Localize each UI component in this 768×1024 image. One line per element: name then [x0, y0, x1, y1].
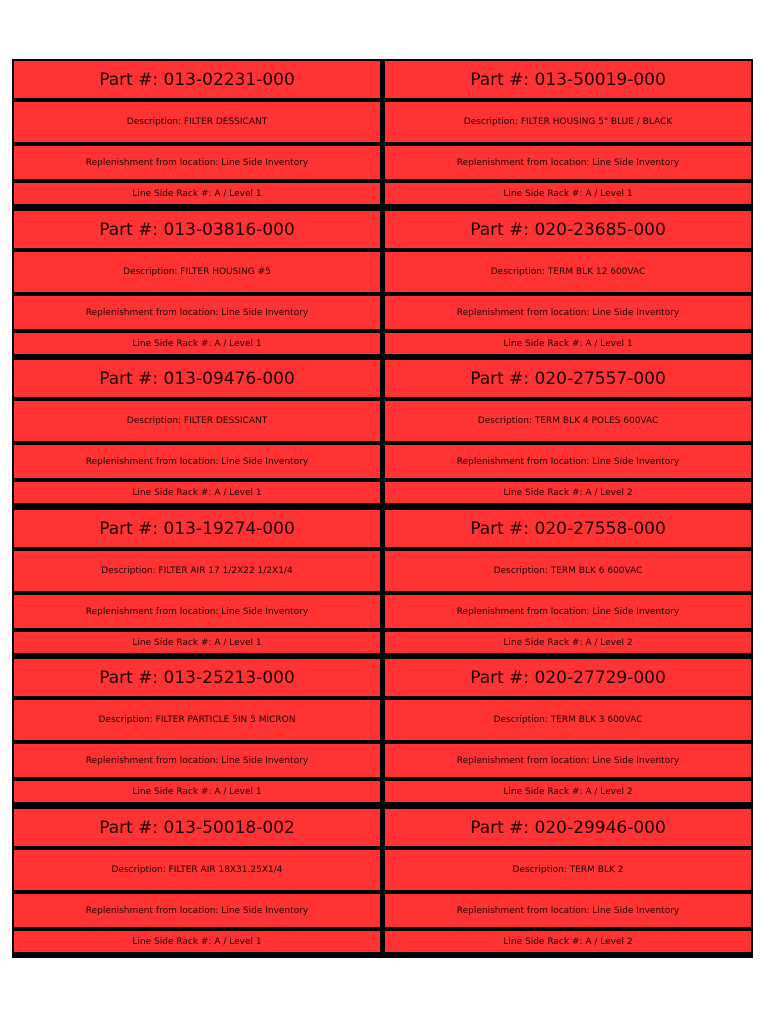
label-sheet	[12, 59, 753, 958]
rack-location: Line Side Rack #: A / Level 2	[385, 632, 751, 653]
label-card	[385, 360, 751, 503]
label-card	[385, 659, 751, 802]
replenishment-location: Replenishment from location: Line Side Inventory	[385, 595, 751, 628]
part-number: Part #: 020-27557-000	[385, 360, 751, 397]
rack-location: Line Side Rack #: A / Level 1	[385, 333, 751, 354]
rack-location: Line Side Rack #: A / Level 2	[385, 482, 751, 503]
part-number: Part #: 020-29946-000	[385, 809, 751, 846]
replenishment-location: Replenishment from location: Line Side Inventory	[14, 595, 380, 628]
part-description: Description: FILTER AIR 18X31.25X1/4	[14, 850, 380, 890]
label-card	[14, 61, 380, 204]
part-description: Description: FILTER HOUSING #5	[14, 252, 380, 292]
label-card	[385, 61, 751, 204]
rack-location: Line Side Rack #: A / Level 1	[14, 931, 380, 952]
part-description: Description: FILTER AIR 17 1/2X22 1/2X1/4	[14, 551, 380, 591]
part-description: Description: TERM BLK 4 POLES 600VAC	[385, 401, 751, 441]
rack-location: Line Side Rack #: A / Level 1	[14, 333, 380, 354]
part-description: Description: FILTER DESSICANT	[14, 401, 380, 441]
label-card	[14, 211, 380, 354]
part-number: Part #: 013-19274-000	[14, 510, 380, 547]
rack-location: Line Side Rack #: A / Level 1	[14, 632, 380, 653]
part-description: Description: TERM BLK 2	[385, 850, 751, 890]
label-card	[14, 360, 380, 503]
part-number: Part #: 020-27558-000	[385, 510, 751, 547]
replenishment-location: Replenishment from location: Line Side Inventory	[385, 894, 751, 927]
part-description: Description: TERM BLK 6 600VAC	[385, 551, 751, 591]
label-card	[14, 510, 380, 653]
replenishment-location: Replenishment from location: Line Side Inventory	[385, 296, 751, 329]
part-description: Description: TERM BLK 3 600VAC	[385, 700, 751, 740]
part-number: Part #: 013-09476-000	[14, 360, 380, 397]
part-number: Part #: 013-50018-002	[14, 809, 380, 846]
rack-location: Line Side Rack #: A / Level 1	[14, 781, 380, 802]
label-card	[385, 809, 751, 952]
part-description: Description: TERM BLK 12 600VAC	[385, 252, 751, 292]
part-number: Part #: 013-50019-000	[385, 61, 751, 98]
label-card	[14, 809, 380, 952]
rack-location: Line Side Rack #: A / Level 1	[14, 183, 380, 204]
part-description: Description: FILTER DESSICANT	[14, 102, 380, 142]
label-card	[385, 211, 751, 354]
replenishment-location: Replenishment from location: Line Side Inventory	[14, 146, 380, 179]
replenishment-location: Replenishment from location: Line Side Inventory	[14, 894, 380, 927]
part-number: Part #: 013-03816-000	[14, 211, 380, 248]
rack-location: Line Side Rack #: A / Level 1	[385, 183, 751, 204]
part-description: Description: FILTER HOUSING 5" BLUE / BLACK	[385, 102, 751, 142]
replenishment-location: Replenishment from location: Line Side Inventory	[14, 744, 380, 777]
replenishment-location: Replenishment from location: Line Side Inventory	[385, 445, 751, 478]
replenishment-location: Replenishment from location: Line Side Inventory	[14, 445, 380, 478]
part-number: Part #: 020-27729-000	[385, 659, 751, 696]
part-number: Part #: 013-25213-000	[14, 659, 380, 696]
replenishment-location: Replenishment from location: Line Side Inventory	[14, 296, 380, 329]
replenishment-location: Replenishment from location: Line Side Inventory	[385, 146, 751, 179]
rack-location: Line Side Rack #: A / Level 2	[385, 931, 751, 952]
replenishment-location: Replenishment from location: Line Side Inventory	[385, 744, 751, 777]
label-card	[14, 659, 380, 802]
part-number: Part #: 020-23685-000	[385, 211, 751, 248]
label-card	[385, 510, 751, 653]
part-number: Part #: 013-02231-000	[14, 61, 380, 98]
rack-location: Line Side Rack #: A / Level 2	[385, 781, 751, 802]
rack-location: Line Side Rack #: A / Level 1	[14, 482, 380, 503]
part-description: Description: FILTER PARTICLE 5IN 5 MICRON	[14, 700, 380, 740]
